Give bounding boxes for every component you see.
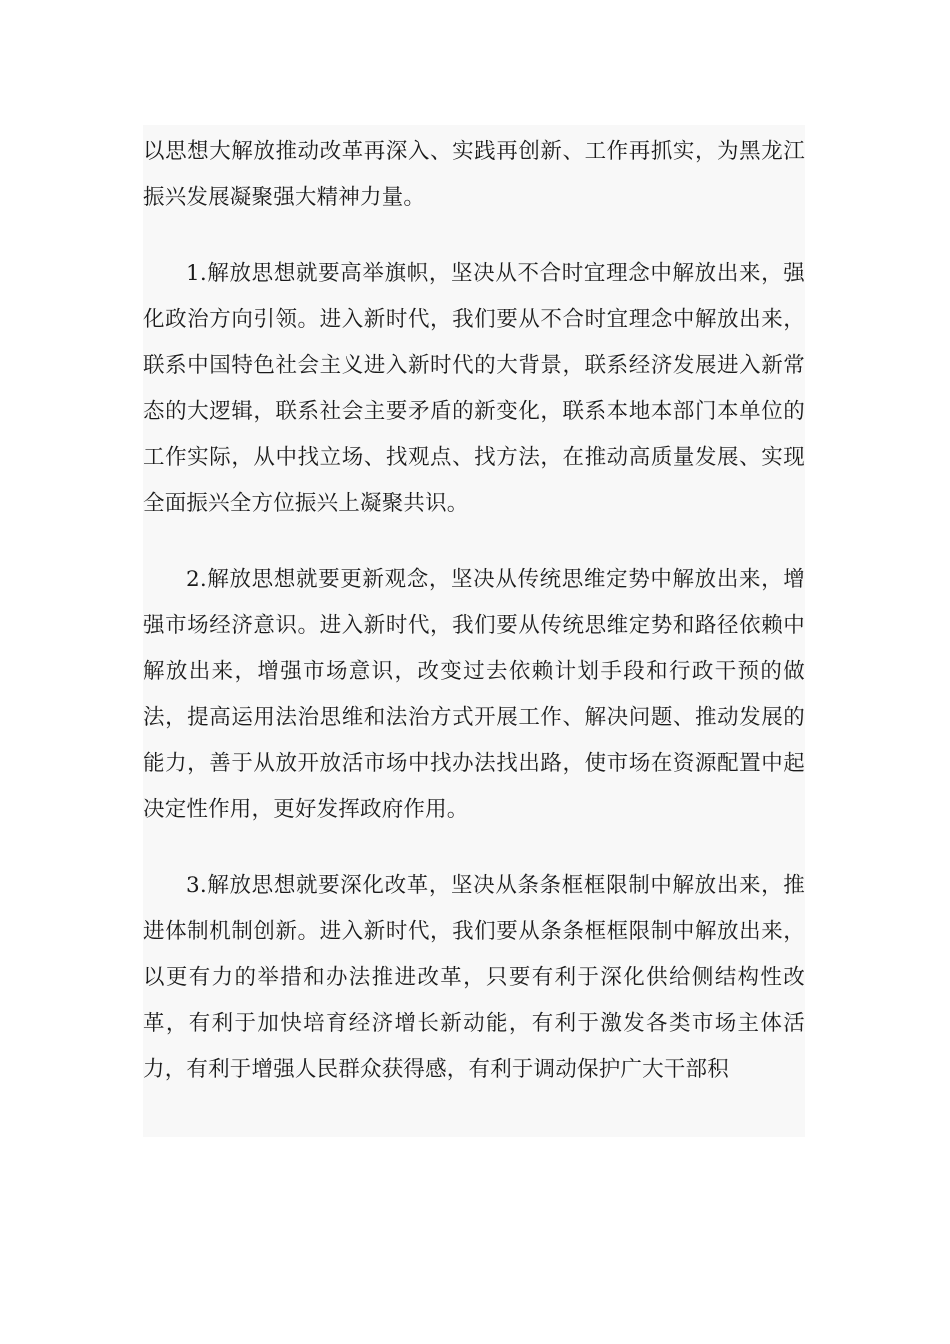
paragraph-point-2: 2.解放思想就要更新观念，坚决从传统思维定势中解放出来，增强市场经济意识。进入新时代，我们要从传统思维定势和路径依赖中解放出来，增强市场意识，改变过去依赖计划手段和行政干预的做法，提高运用法治思维和法治方式开展工作、解决问题、推动发展的能力，善于从放开放活市场中找办法找出路，使市场在资源配置中起决定性作用，更好发挥政府作用。 (143, 567, 805, 822)
paragraph-point-3: 3.解放思想就要深化改革，坚决从条条框框限制中解放出来，推进体制机制创新。进入新时代，我们要从条条框框限制中解放出来，以更有力的举措和办法推进改革，只要有利于深化供给侧结构性改革，有利于加快培育经济增长新动能，有利于激发各类市场主体活力，有利于增强人民群众获得感，有利于调动保护广大干部积 (143, 873, 805, 1082)
paragraph-intro: 以思想大解放推动改革再深入、实践再创新、工作再抓实，为黑龙江振兴发展凝聚强大精神力量。 (143, 139, 805, 210)
text-body (143, 125, 805, 1137)
paragraph-point-1: 1.解放思想就要高举旗帜，坚决从不合时宜理念中解放出来，强化政治方向引领。进入新时代，我们要从不合时宜理念中解放出来，联系中国特色社会主义进入新时代的大背景，联系经济发展进入新常态的大逻辑，联系社会主要矛盾的新变化，联系本地本部门本单位的工作实际，从中找立场、找观点、找方法，在推动高质量发展、实现全面振兴全方位振兴上凝聚共识。 (143, 261, 805, 516)
